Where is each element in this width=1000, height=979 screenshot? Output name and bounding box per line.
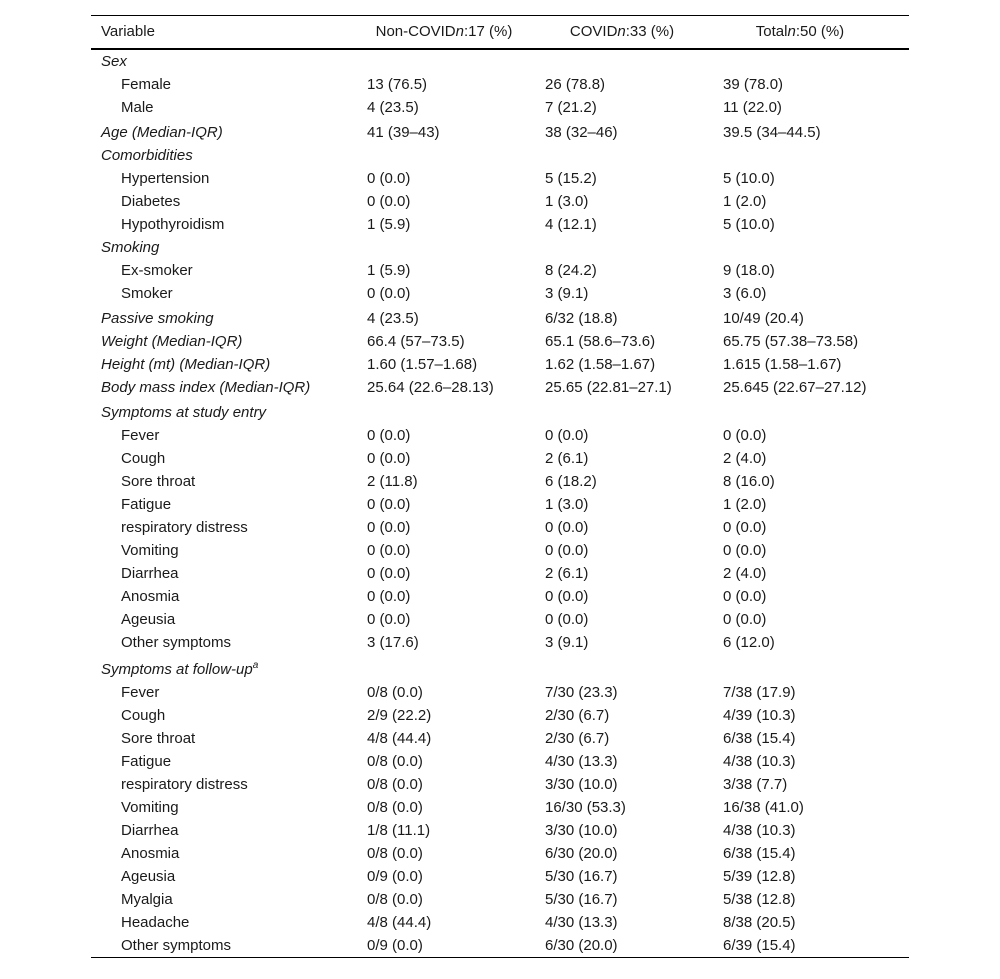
row-label: Fever [121, 683, 160, 701]
table-row [91, 773, 909, 796]
table-row [91, 401, 909, 424]
total-value: 4/38 (10.3) [723, 752, 796, 770]
row-label: Symptoms at study entry [101, 403, 267, 421]
row-label: Sore throat [121, 729, 196, 747]
non-covid-value: 4/8 (44.4) [367, 913, 432, 931]
row-label: Sex [101, 52, 127, 70]
table-row [91, 259, 909, 282]
total-value: 5/38 (12.8) [723, 890, 796, 908]
row-label: Other symptoms [121, 633, 232, 651]
table-row [91, 376, 909, 399]
covid-value: 6/30 (20.0) [545, 844, 618, 862]
table-row [91, 865, 909, 888]
row-label: Smoking [101, 238, 160, 256]
non-covid-value: 66.4 (57–73.5) [367, 332, 465, 350]
total-value: 1 (2.0) [723, 192, 767, 210]
row-label: Height (mt) (Median-IQR) [101, 355, 271, 373]
table-row [91, 96, 909, 119]
non-covid-value: 0 (0.0) [367, 610, 411, 628]
covid-value: 1.62 (1.58–1.67) [545, 355, 656, 373]
table-row [91, 50, 909, 73]
row-label: Smoker [121, 284, 173, 302]
non-covid-value: 0/9 (0.0) [367, 867, 423, 885]
total-value: 0 (0.0) [723, 518, 767, 536]
table-row [91, 704, 909, 727]
total-value: 0 (0.0) [723, 541, 767, 559]
covid-value: 5/30 (16.7) [545, 890, 618, 908]
row-label: Anosmia [121, 844, 180, 862]
table-row [91, 330, 909, 353]
non-covid-value: 0 (0.0) [367, 541, 411, 559]
row-label: Headache [121, 913, 190, 931]
non-covid-value: 1 (5.9) [367, 215, 411, 233]
table-row [91, 911, 909, 934]
covid-value: 7/30 (23.3) [545, 683, 618, 701]
covid-value: 0 (0.0) [545, 426, 589, 444]
total-value: 8/38 (20.5) [723, 913, 796, 931]
row-label: Myalgia [121, 890, 173, 908]
total-value: 0 (0.0) [723, 426, 767, 444]
row-label: Male [121, 98, 154, 116]
total-value: 7/38 (17.9) [723, 683, 796, 701]
non-covid-value: 0 (0.0) [367, 587, 411, 605]
row-label: Diarrhea [121, 564, 179, 582]
non-covid-value: 0/8 (0.0) [367, 890, 423, 908]
covid-value: 0 (0.0) [545, 518, 589, 536]
total-value: 39.5 (34–44.5) [723, 123, 821, 141]
covid-value: 5/30 (16.7) [545, 867, 618, 885]
table-row [91, 888, 909, 911]
table-row [91, 516, 909, 539]
total-value: 16/38 (41.0) [723, 798, 804, 816]
row-label: Weight (Median-IQR) [101, 332, 243, 350]
total-value: 8 (16.0) [723, 472, 775, 490]
table-row [91, 282, 909, 305]
total-value: 10/49 (20.4) [723, 309, 804, 327]
non-covid-value: 4 (23.5) [367, 309, 419, 327]
non-covid-value: 41 (39–43) [367, 123, 440, 141]
covid-value: 4/30 (13.3) [545, 913, 618, 931]
non-covid-value: 0 (0.0) [367, 192, 411, 210]
non-covid-value: 0/8 (0.0) [367, 798, 423, 816]
row-label: Hypertension [121, 169, 210, 187]
table-row [91, 424, 909, 447]
table-row [91, 121, 909, 144]
table-row [91, 493, 909, 516]
non-covid-value: 0 (0.0) [367, 284, 411, 302]
covid-value: 1 (3.0) [545, 192, 589, 210]
row-label: Female [121, 75, 172, 93]
table-header-row [91, 16, 909, 48]
total-value: 6/39 (15.4) [723, 936, 796, 954]
row-label: Age (Median-IQR) [101, 123, 223, 141]
row-label: respiratory distress [121, 518, 248, 536]
row-label: Ageusia [121, 867, 176, 885]
row-label: Hypothyroidism [121, 215, 225, 233]
table-row [91, 585, 909, 608]
non-covid-value: 0/8 (0.0) [367, 844, 423, 862]
total-value: 3/38 (7.7) [723, 775, 788, 793]
non-covid-value: 0 (0.0) [367, 564, 411, 582]
covid-value: 4/30 (13.3) [545, 752, 618, 770]
non-covid-value: 4/8 (44.4) [367, 729, 432, 747]
table-row [91, 608, 909, 631]
table-row [91, 447, 909, 470]
row-label: Body mass index (Median-IQR) [101, 378, 311, 396]
header-non-covid: Non-COVIDn:17 (%) [375, 23, 513, 40]
total-value: 2 (4.0) [723, 449, 767, 467]
non-covid-value: 0 (0.0) [367, 426, 411, 444]
row-label: Sore throat [121, 472, 196, 490]
table-row [91, 213, 909, 236]
covid-value: 25.65 (22.81–27.1) [545, 378, 672, 396]
table-row [91, 658, 909, 681]
total-value: 0 (0.0) [723, 587, 767, 605]
table-row [91, 819, 909, 842]
covid-value: 6/32 (18.8) [545, 309, 618, 327]
row-label: Passive smoking [101, 309, 214, 327]
non-covid-value: 3 (17.6) [367, 633, 419, 651]
covid-value: 3 (9.1) [545, 284, 589, 302]
table-row [91, 167, 909, 190]
covid-value: 6 (18.2) [545, 472, 597, 490]
total-value: 11 (22.0) [723, 98, 782, 116]
total-value: 3 (6.0) [723, 284, 767, 302]
covid-value: 16/30 (53.3) [545, 798, 626, 816]
table-row [91, 631, 909, 654]
non-covid-value: 2/9 (22.2) [367, 706, 432, 724]
row-label: Ex-smoker [121, 261, 193, 279]
covid-value: 7 (21.2) [545, 98, 597, 116]
non-covid-value: 0 (0.0) [367, 495, 411, 513]
row-label: respiratory distress [121, 775, 248, 793]
bottom-rule [91, 957, 909, 958]
total-value: 5/39 (12.8) [723, 867, 796, 885]
table-row [91, 842, 909, 865]
row-label: Cough [121, 706, 166, 724]
covid-value: 6/30 (20.0) [545, 936, 618, 954]
covid-value: 0 (0.0) [545, 610, 589, 628]
total-value: 2 (4.0) [723, 564, 767, 582]
table-row [91, 934, 909, 957]
non-covid-value: 1/8 (11.1) [367, 821, 431, 839]
table-row [91, 307, 909, 330]
covid-value: 4 (12.1) [545, 215, 597, 233]
table-row [91, 796, 909, 819]
covid-value: 2 (6.1) [545, 564, 589, 582]
footnote-marker: a [252, 659, 259, 671]
table-row [91, 73, 909, 96]
table-row [91, 236, 909, 259]
non-covid-value: 0/9 (0.0) [367, 936, 423, 954]
covid-value: 26 (78.8) [545, 75, 606, 93]
covid-value: 0 (0.0) [545, 541, 589, 559]
row-label: Diarrhea [121, 821, 179, 839]
row-label: Diabetes [121, 192, 181, 210]
non-covid-value: 0 (0.0) [367, 518, 411, 536]
total-value: 5 (10.0) [723, 215, 775, 233]
non-covid-value: 0/8 (0.0) [367, 683, 423, 701]
covid-value: 65.1 (58.6–73.6) [545, 332, 656, 350]
total-value: 6 (12.0) [723, 633, 775, 651]
covid-value: 2 (6.1) [545, 449, 589, 467]
data-table [91, 15, 909, 958]
row-label: Fatigue [121, 752, 172, 770]
covid-value: 3/30 (10.0) [545, 775, 618, 793]
non-covid-value: 1.60 (1.57–1.68) [367, 355, 478, 373]
table-row [91, 562, 909, 585]
total-value: 25.645 (22.67–27.12) [723, 378, 867, 396]
row-label: Cough [121, 449, 166, 467]
table-row [91, 470, 909, 493]
covid-value: 2/30 (6.7) [545, 706, 610, 724]
table-row [91, 727, 909, 750]
row-label: Vomiting [121, 541, 179, 559]
covid-value: 8 (24.2) [545, 261, 597, 279]
total-value: 6/38 (15.4) [723, 729, 796, 747]
covid-value: 3/30 (10.0) [545, 821, 618, 839]
covid-value: 0 (0.0) [545, 587, 589, 605]
non-covid-value: 0/8 (0.0) [367, 775, 423, 793]
total-value: 4/38 (10.3) [723, 821, 796, 839]
covid-value: 1 (3.0) [545, 495, 589, 513]
non-covid-value: 0 (0.0) [367, 449, 411, 467]
table-row [91, 190, 909, 213]
row-label: Anosmia [121, 587, 180, 605]
row-label: Symptoms at follow-$up^a$ [101, 659, 259, 678]
non-covid-value: 0/8 (0.0) [367, 752, 423, 770]
non-covid-value: 13 (76.5) [367, 75, 428, 93]
row-label: Vomiting [121, 798, 179, 816]
header-total: Totaln:50 (%) [755, 23, 845, 40]
total-value: 65.75 (57.38–73.58) [723, 332, 859, 350]
total-value: 4/39 (10.3) [723, 706, 796, 724]
total-value: 39 (78.0) [723, 75, 784, 93]
covid-value: 3 (9.1) [545, 633, 589, 651]
total-value: 1.615 (1.58–1.67) [723, 355, 842, 373]
non-covid-value: 0 (0.0) [367, 169, 411, 187]
table-row [91, 144, 909, 167]
non-covid-value: 1 (5.9) [367, 261, 411, 279]
non-covid-value: 4 (23.5) [367, 98, 419, 116]
covid-value: 5 (15.2) [545, 169, 597, 187]
total-value: 0 (0.0) [723, 610, 767, 628]
table-row [91, 750, 909, 773]
covid-value: 38 (32–46) [545, 123, 618, 141]
row-label: Fatigue [121, 495, 172, 513]
covid-value: 2/30 (6.7) [545, 729, 610, 747]
row-label: Other symptoms [121, 936, 232, 954]
table-body [91, 50, 909, 957]
total-value: 9 (18.0) [723, 261, 775, 279]
table-row [91, 539, 909, 562]
total-value: 1 (2.0) [723, 495, 767, 513]
table-row [91, 353, 909, 376]
row-label: Comorbidities [101, 146, 193, 164]
table-row [91, 681, 909, 704]
header-covid: COVIDn:33 (%) [569, 23, 675, 40]
non-covid-value: 25.64 (22.6–28.13) [367, 378, 494, 396]
total-value: 6/38 (15.4) [723, 844, 796, 862]
non-covid-value: 2 (11.8) [367, 472, 418, 490]
total-value: 5 (10.0) [723, 169, 775, 187]
row-label: Fever [121, 426, 160, 444]
header-variable: Variable [101, 23, 155, 40]
row-label: Ageusia [121, 610, 176, 628]
